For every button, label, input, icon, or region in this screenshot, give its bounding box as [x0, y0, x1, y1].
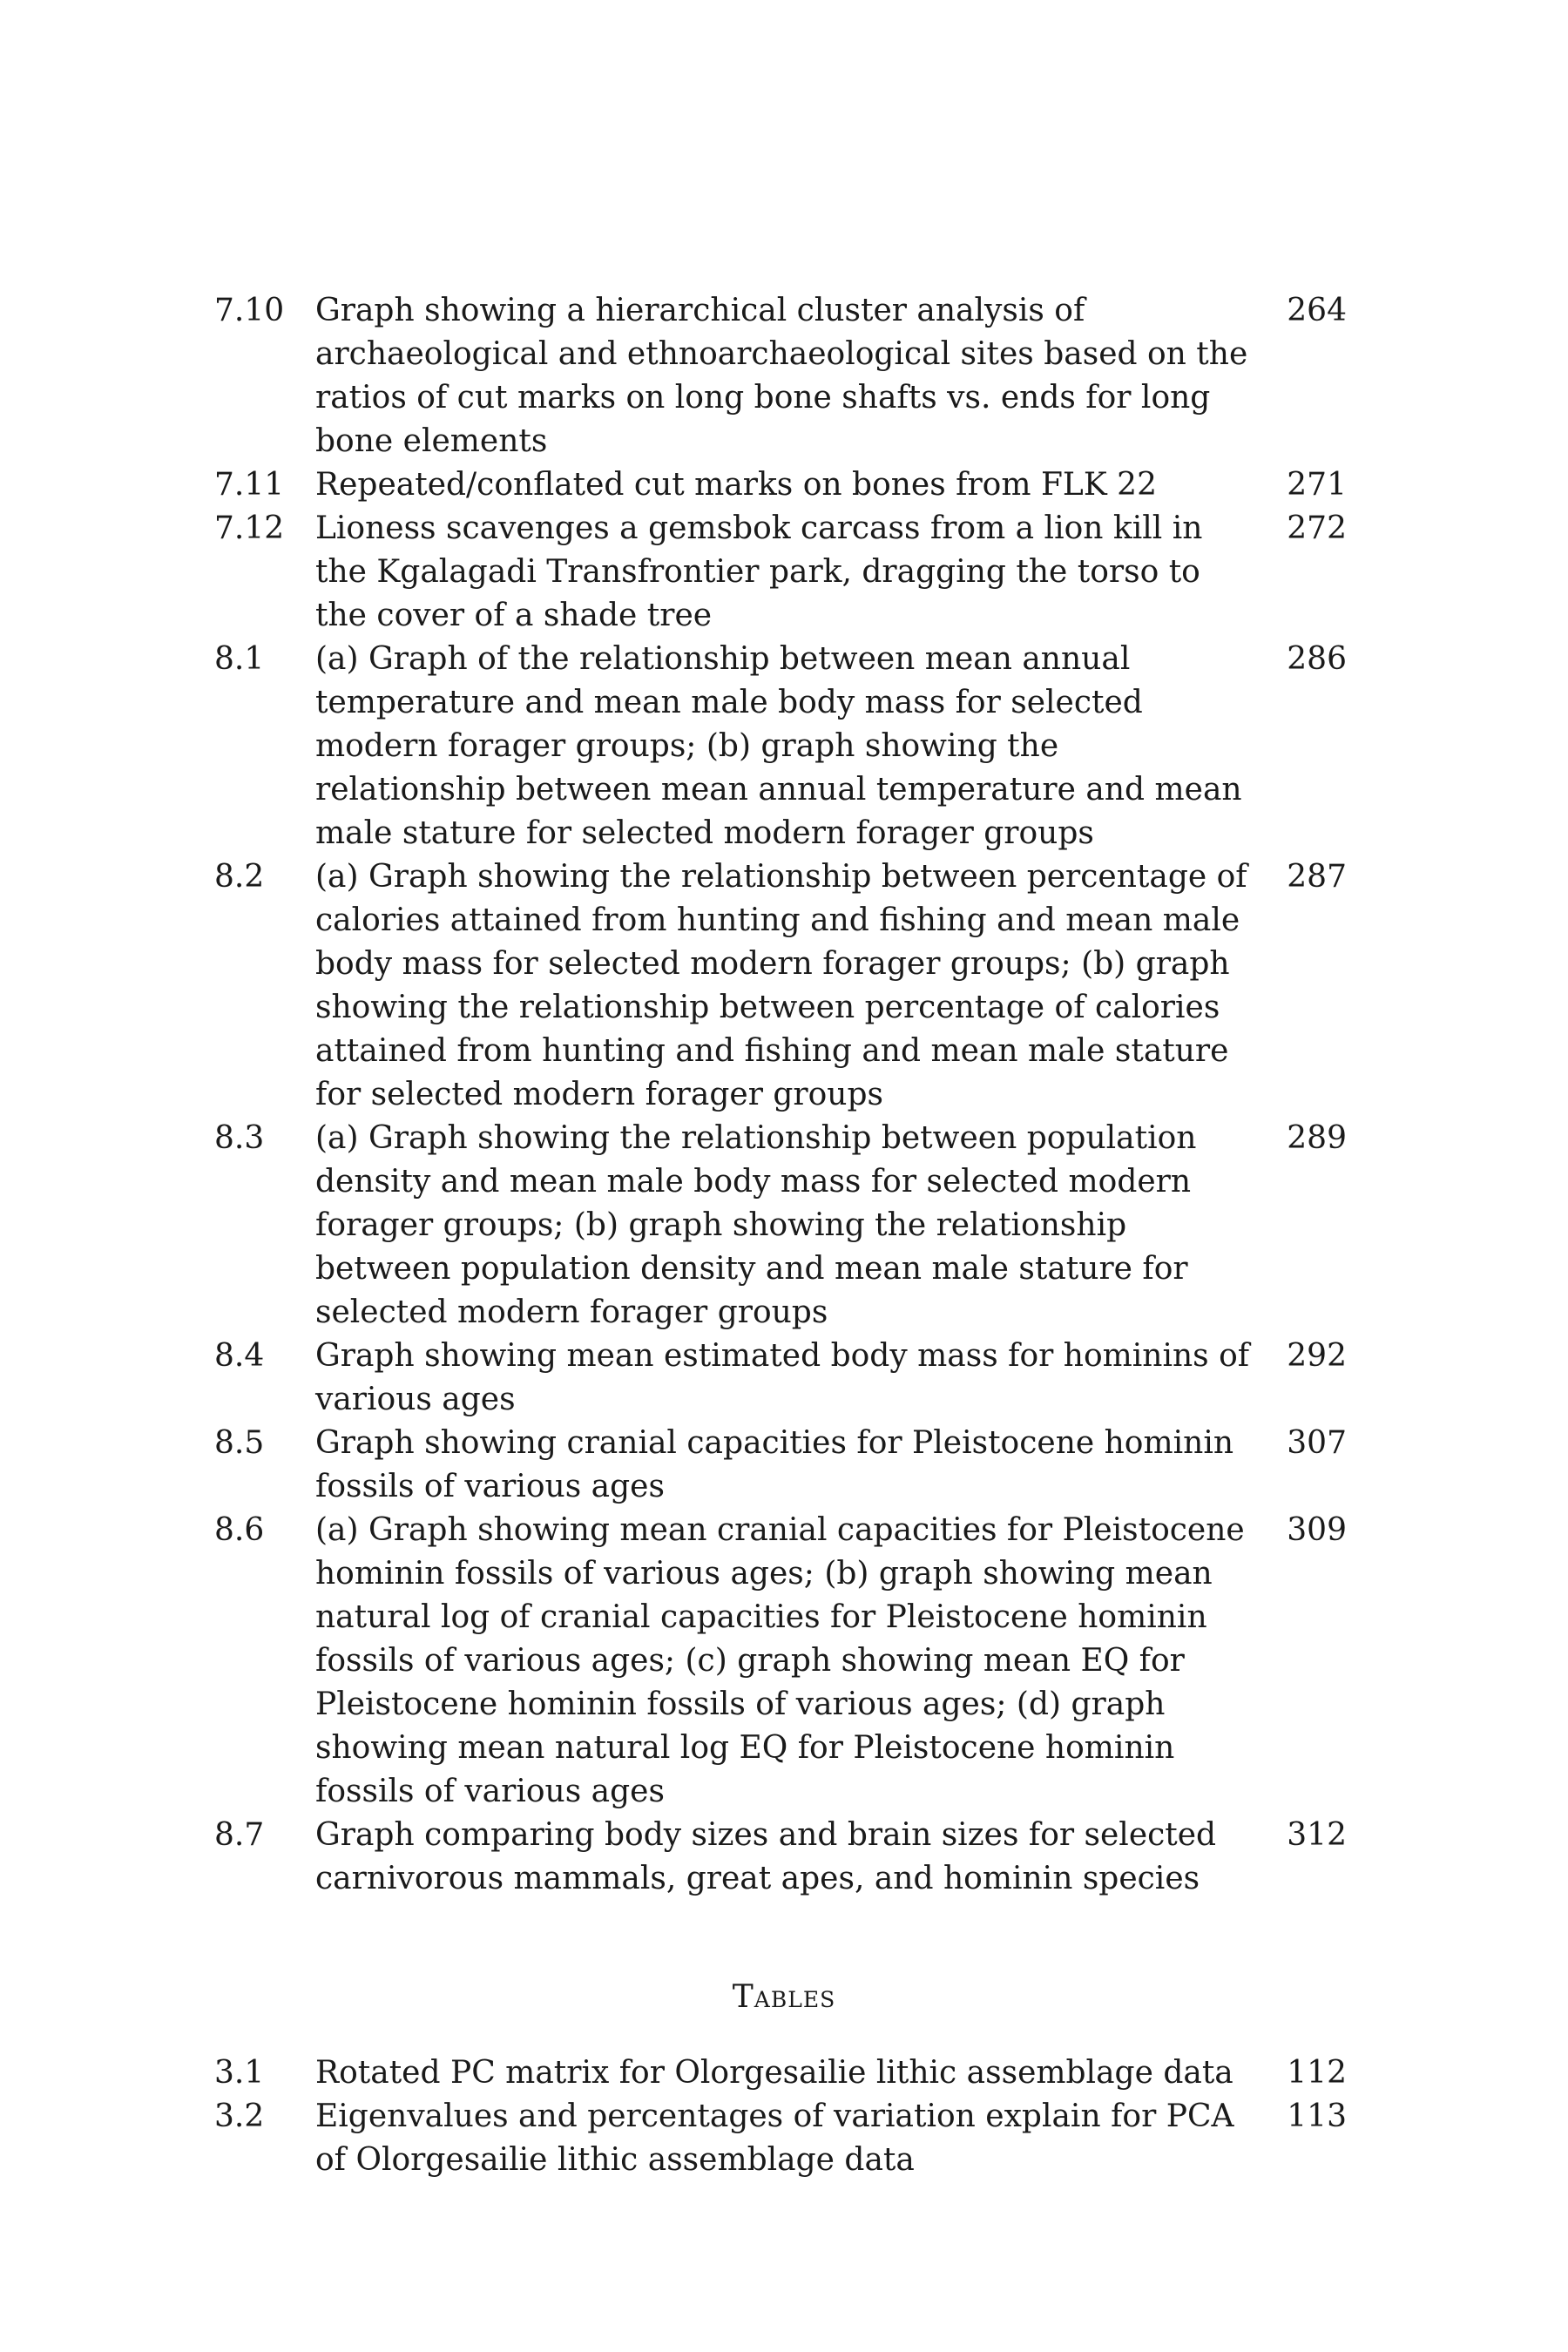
entry-number: 8.2 — [214, 859, 265, 895]
figure-entry — [214, 289, 1347, 463]
figure-entry — [214, 855, 1347, 1117]
entry-page-number: 272 — [1287, 510, 1347, 546]
entry-page-number: 286 — [1287, 641, 1347, 677]
entry-page-number: 307 — [1287, 1425, 1347, 1461]
table-entry — [214, 2095, 1347, 2182]
entry-caption: (a) Graph showing mean cranial capacities for Pleistocene hominin fossils of various ages; (b) graph showing mean natural log of cranial capacities for Pleistocene hominin fossils of various ages; (c) graph showing mean EQ for Pleistocene hominin fossils of various ages; (d) graph showing mean natural log EQ for Pleistocene hominin fossils of various ages — [315, 1512, 1245, 1809]
entry-number: 7.12 — [214, 510, 285, 546]
entry-page-number: 271 — [1287, 467, 1347, 503]
entry-page-number: 112 — [1287, 2055, 1347, 2091]
entry-caption: Graph showing cranial capacities for Pleistocene hominin fossils of various ages — [315, 1425, 1234, 1504]
entry-caption: (a) Graph showing the relationship between percentage of calories attained from hunting and fishing and mean male body mass for selected modern forager groups; (b) graph showing the relationship between percentage of calories attained from hunting and fishing and mean male stature for selected modern forager groups — [315, 859, 1247, 1112]
entry-page-number: 309 — [1287, 1512, 1347, 1548]
figure-entry — [214, 638, 1347, 855]
entry-number: 8.7 — [214, 1817, 265, 1853]
entry-caption: (a) Graph showing the relationship between population density and mean male body mass for selected modern forager groups; (b) graph showing the relationship between population density and mean male stature for selected modern forager groups — [315, 1120, 1197, 1330]
entry-caption: Graph showing mean estimated body mass for hominins of various ages — [315, 1338, 1250, 1417]
figure-entry — [214, 507, 1347, 638]
entry-caption: Graph comparing body sizes and brain sizes for selected carnivorous mammals, great apes, and hominin species — [315, 1817, 1217, 1896]
entry-number: 7.11 — [214, 467, 285, 503]
entry-number: 8.1 — [214, 641, 265, 677]
entry-caption: Lioness scavenges a gemsbok carcass from a lion kill in the Kgalagadi Transfrontier park, dragging the torso to the cover of a shade tree — [315, 510, 1203, 633]
entry-caption: (a) Graph of the relationship between mean annual temperature and mean male body mass for selected modern forager groups; (b) graph showing the relationship between mean annual temperature and mean male stature for selected modern forager groups — [315, 641, 1242, 851]
figure-entry — [214, 463, 1347, 507]
table-entry — [214, 2051, 1347, 2095]
entry-page-number: 287 — [1287, 859, 1347, 895]
entry-caption: Rotated PC matrix for Olorgesailie lithic assemblage data — [315, 2055, 1233, 2091]
figure-entry — [214, 1117, 1347, 1335]
entry-page-number: 264 — [1287, 293, 1347, 328]
figure-entry — [214, 1509, 1347, 1814]
tables-heading: Tables — [732, 1979, 836, 2015]
entry-page-number: 292 — [1287, 1338, 1347, 1374]
entry-number: 3.1 — [214, 2055, 265, 2091]
entry-caption: Eigenvalues and percentages of variation explain for PCA of Olorgesailie lithic assemblage data — [315, 2099, 1234, 2178]
figure-entry — [214, 1335, 1347, 1422]
entry-caption: Repeated/conflated cut marks on bones from FLK 22 — [315, 467, 1157, 503]
entry-page-number: 113 — [1287, 2099, 1347, 2134]
figure-entry — [214, 1422, 1347, 1509]
entry-number: 8.6 — [214, 1512, 265, 1548]
entry-caption: Graph showing a hierarchical cluster analysis of archaeological and ethnoarchaeological sites based on the ratios of cut marks on long bone shafts vs. ends for long bone elements — [315, 293, 1248, 459]
entry-number: 7.10 — [214, 293, 285, 328]
entry-page-number: 289 — [1287, 1120, 1347, 1156]
entry-number: 8.3 — [214, 1120, 265, 1156]
entry-number: 8.4 — [214, 1338, 265, 1374]
tables-list — [214, 2051, 1347, 2182]
figure-entry — [214, 1814, 1347, 1901]
entry-number: 8.5 — [214, 1425, 265, 1461]
entry-page-number: 312 — [1287, 1817, 1347, 1853]
entry-number: 3.2 — [214, 2099, 265, 2134]
figures-list — [214, 289, 1347, 1901]
